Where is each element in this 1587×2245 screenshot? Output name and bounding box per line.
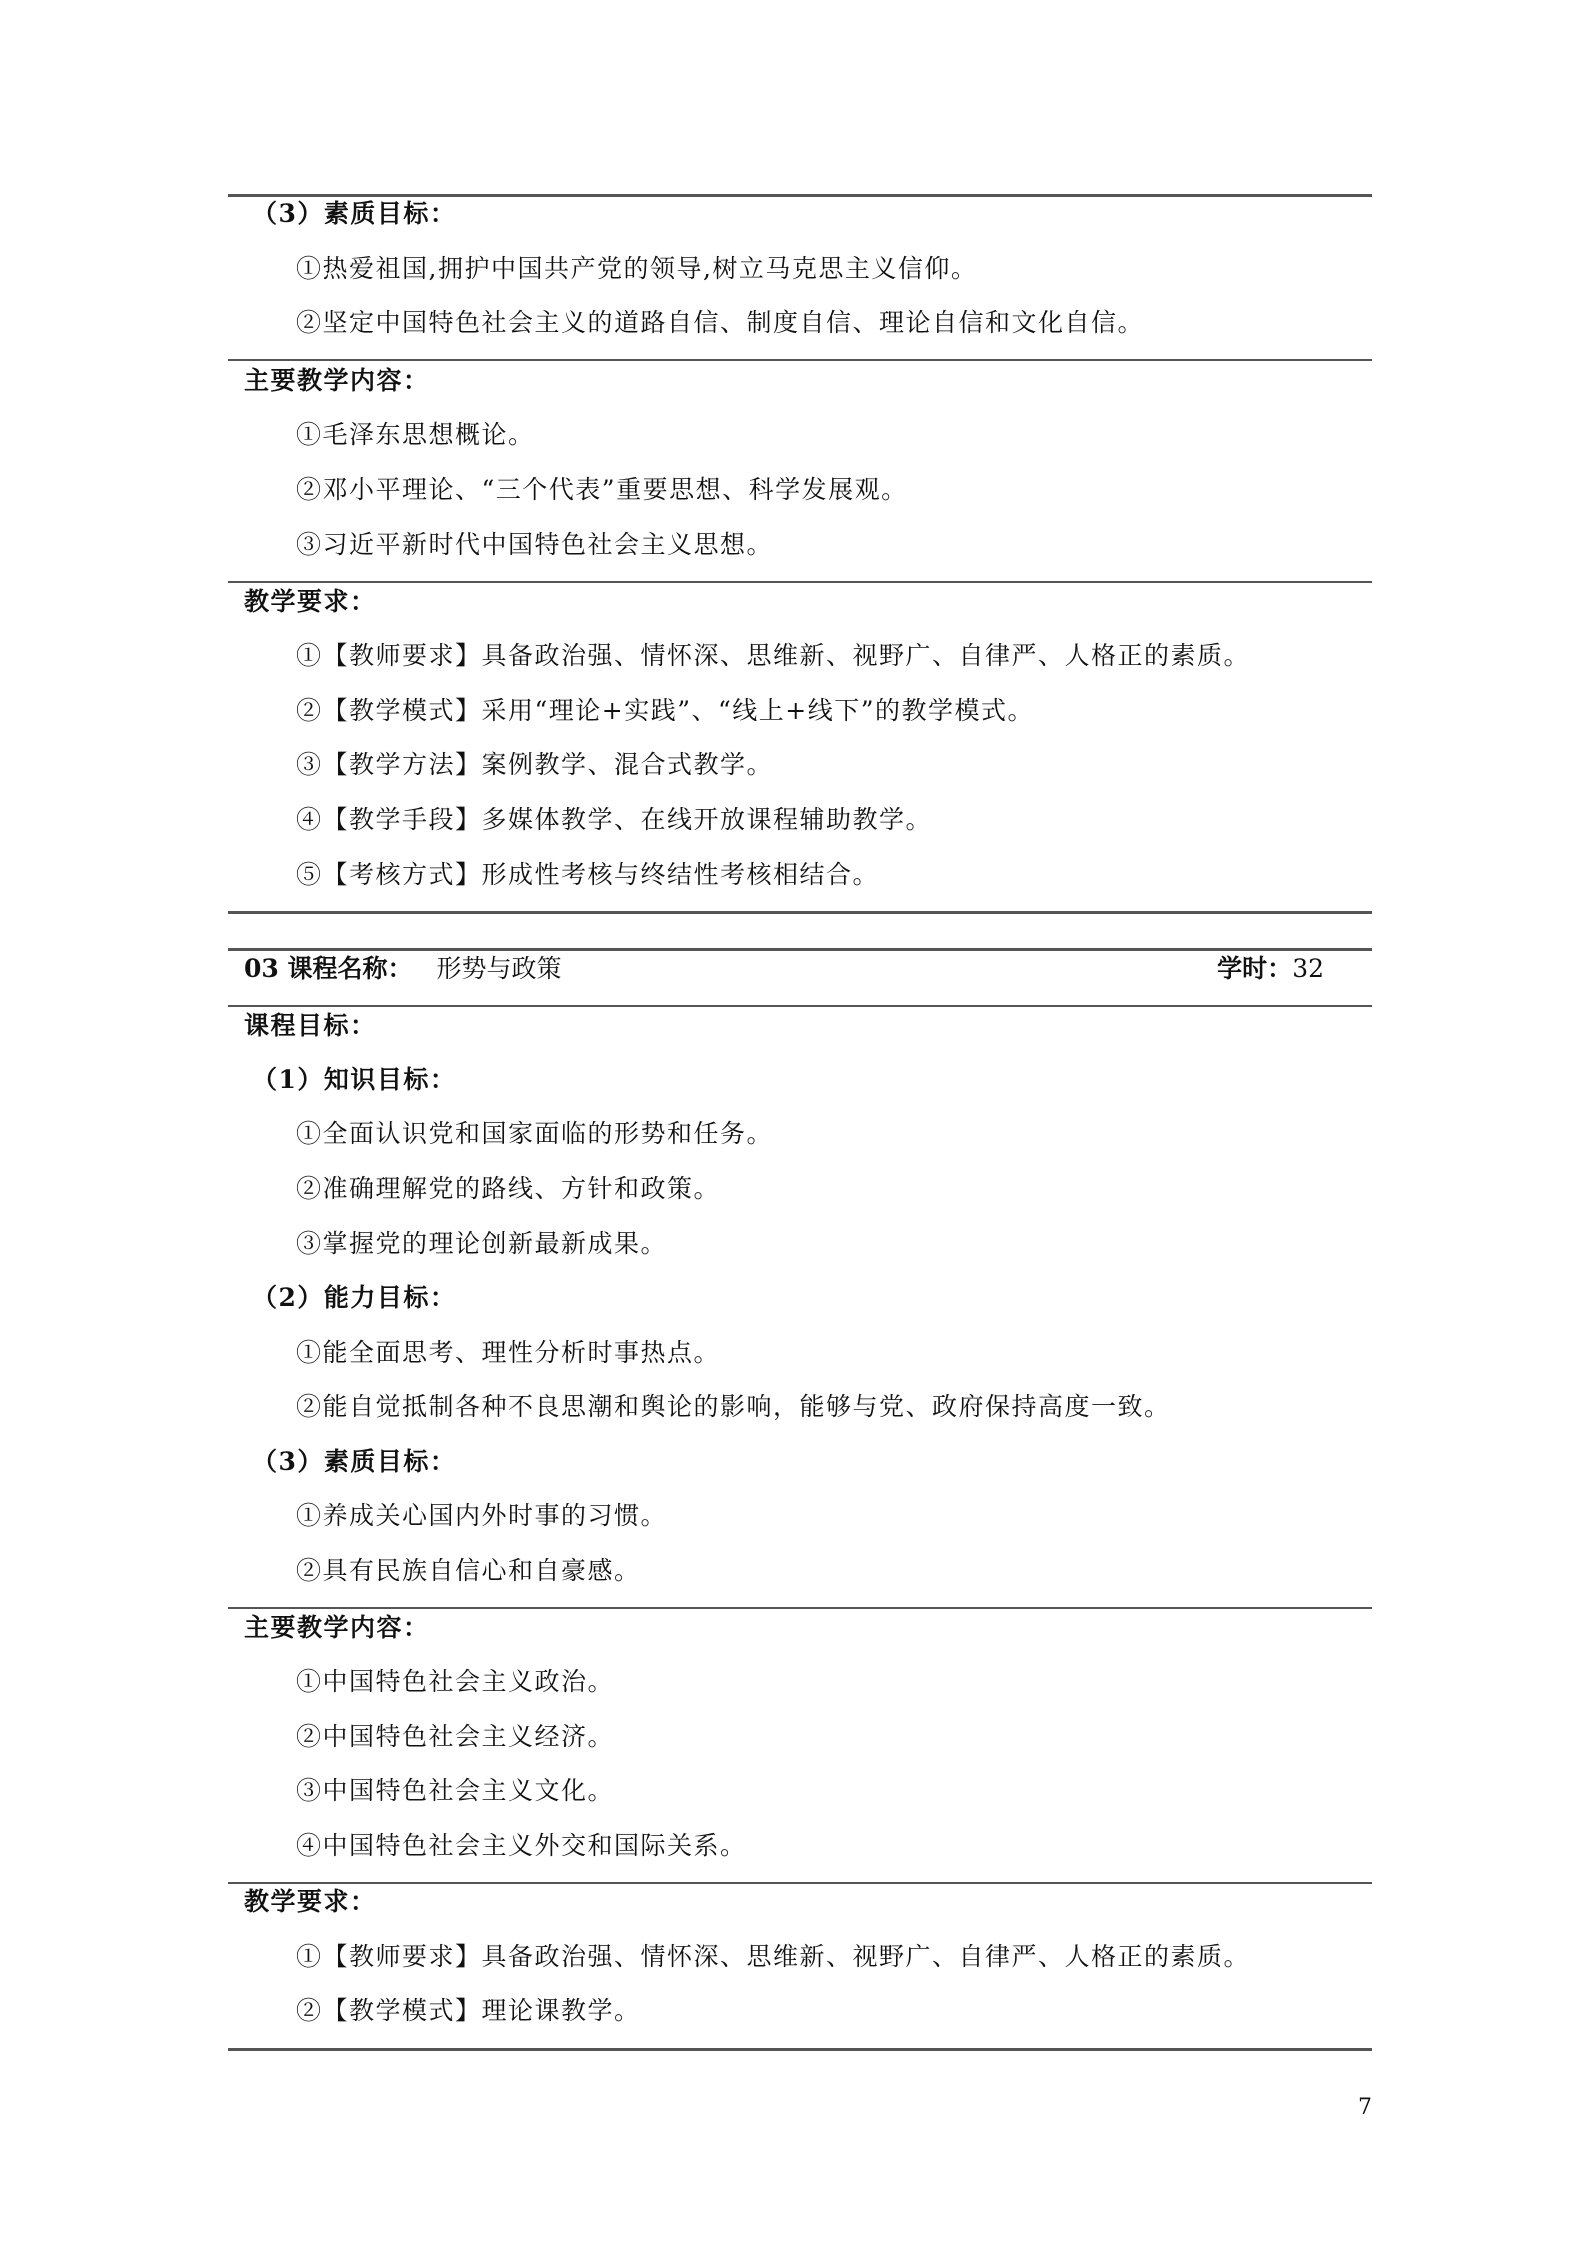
list-item: ②中国特色社会主义经济。	[296, 1722, 615, 1751]
list-item: ①能全面思考、理性分析时事热点。	[296, 1338, 721, 1367]
list-item: ①毛泽东思想概论。	[296, 420, 535, 449]
course-name-label: 03 课程名称：	[244, 954, 413, 983]
hours-label: 学时：	[1217, 954, 1293, 983]
list-item: ①全面认识党和国家面临的形势和任务。	[296, 1119, 774, 1148]
list-item: ②邓小平理论、“三个代表”重要思想、科学发展观。	[296, 475, 908, 504]
list-item: ②【教学模式】理论课教学。	[296, 1996, 641, 2025]
section-divider	[228, 581, 1372, 583]
list-item: ③习近平新时代中国特色社会主义思想。	[296, 530, 774, 559]
list-item: ①【教师要求】具备政治强、情怀深、思维新、视野广、自律严、人格正的素质。	[296, 1942, 1251, 1971]
teaching-content-heading: 主要教学内容：	[244, 1613, 430, 1642]
quality-goals-heading: （3）素质目标：	[252, 1447, 457, 1476]
list-item: ①【教师要求】具备政治强、情怀深、思维新、视野广、自律严、人格正的素质。	[296, 641, 1251, 670]
list-item: ③中国特色社会主义文化。	[296, 1776, 615, 1805]
list-item: ③掌握党的理论创新最新成果。	[296, 1229, 668, 1258]
list-item: ②具有民族自信心和自豪感。	[296, 1556, 641, 1585]
table-bottom-rule	[228, 2048, 1372, 2051]
teaching-requirements-heading: 教学要求：	[244, 1887, 377, 1916]
course-goals-heading: 课程目标：	[244, 1011, 377, 1040]
list-item: ②【教学模式】采用“理论+实践”、“线上+线下”的教学模式。	[296, 696, 1035, 725]
list-item: ②坚定中国特色社会主义的道路自信、制度自信、理论自信和文化自信。	[296, 308, 1145, 337]
hours-value: 32	[1292, 954, 1324, 983]
page-number: 7	[1358, 2095, 1372, 2120]
knowledge-goals-heading: （1）知识目标：	[252, 1065, 457, 1094]
list-item: ②能自觉抵制各种不良思潮和舆论的影响，能够与党、政府保持高度一致。	[296, 1392, 1171, 1421]
teaching-content-heading: 主要教学内容：	[244, 366, 430, 395]
list-item: ④中国特色社会主义外交和国际关系。	[296, 1831, 747, 1860]
list-item: ①热爱祖国,拥护中国共产党的领导,树立马克思主义信仰。	[296, 254, 978, 283]
table-top-rule	[228, 948, 1372, 951]
list-item: ②准确理解党的路线、方针和政策。	[296, 1174, 721, 1203]
course-title-row	[244, 952, 1324, 986]
section-divider	[228, 1607, 1372, 1609]
section-divider	[228, 359, 1372, 361]
course-hours	[1217, 952, 1324, 986]
list-item: ①养成关心国内外时事的习惯。	[296, 1501, 668, 1530]
course-name: 形势与政策	[436, 954, 562, 983]
list-item: ④【教学手段】多媒体教学、在线开放课程辅助教学。	[296, 805, 933, 834]
teaching-requirements-heading: 教学要求：	[244, 587, 377, 616]
section-divider	[228, 1005, 1372, 1007]
section-divider	[228, 1882, 1372, 1884]
list-item: ③【教学方法】案例教学、混合式教学。	[296, 750, 774, 779]
ability-goals-heading: （2）能力目标：	[252, 1283, 457, 1312]
list-item: ⑤【考核方式】形成性考核与终结性考核相结合。	[296, 860, 880, 889]
quality-goals-heading: （3）素质目标：	[252, 199, 457, 228]
list-item: ①中国特色社会主义政治。	[296, 1667, 615, 1696]
table-bottom-rule	[228, 911, 1372, 914]
